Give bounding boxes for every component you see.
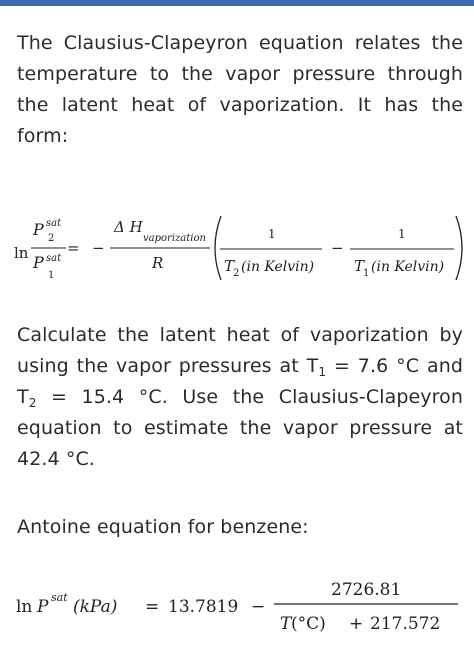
antoine-unit: (kPa) <box>73 597 118 617</box>
antoine-b-constant: 2726.81 <box>331 580 402 600</box>
one-numerator-b: 1 <box>398 227 406 241</box>
p2-sat-superscript: sat <box>46 218 62 229</box>
inner-minus-sign: − <box>331 239 344 257</box>
p2-symbol: P <box>33 220 44 239</box>
intro-paragraph: The Clausius-Clapeyron equation relates the temperature to the vapor pressure through the latent heat of vaporization. It has the form: <box>17 32 463 147</box>
clausius-clapeyron-equation <box>0 208 474 298</box>
p2-subscript: 2 <box>48 233 55 244</box>
p1-sat-superscript: sat <box>46 253 62 264</box>
antoine-equals: = <box>145 597 160 617</box>
antoine-heading: Antoine equation for benzene: <box>17 516 309 538</box>
t1-subscript: 1 <box>363 268 370 279</box>
gas-constant-r: R <box>152 254 164 272</box>
antoine-sat: sat <box>51 591 68 604</box>
antoine-t-unit: (°C) <box>291 614 326 634</box>
antoine-equation <box>0 566 474 646</box>
t2-symbol: T <box>224 257 235 275</box>
one-numerator-a: 1 <box>268 227 276 241</box>
p1-symbol: P <box>33 253 44 272</box>
question-text-c: = 15.4 °C. Use the Clausius-Clapeyron equation to estimate the vapor pressure at 42.4 °C. <box>17 386 463 470</box>
question-text-a: Calculate the latent heat of vaporization by using the vapor pressures at T <box>17 324 463 377</box>
top-border <box>0 0 474 6</box>
t2-kelvin-note: (in Kelvin) <box>241 259 315 275</box>
antoine-c-constant: 217.572 <box>370 614 441 634</box>
equals-sign: = <box>67 239 80 257</box>
delta-h: Δ H <box>114 218 143 236</box>
t1-kelvin-note: (in Kelvin) <box>371 259 445 275</box>
p1-subscript: 1 <box>48 270 55 281</box>
right-paren <box>456 216 462 280</box>
vaporization-subscript: vaporization <box>143 233 206 244</box>
antoine-t: T <box>280 614 292 634</box>
ln-label: ln <box>14 244 29 262</box>
antoine-minus: − <box>251 597 266 617</box>
antoine-p: P <box>37 597 49 617</box>
left-paren <box>215 216 221 280</box>
antoine-plus: + <box>349 614 364 634</box>
question-paragraph <box>17 320 463 475</box>
t2-subscript: 2 <box>233 268 240 279</box>
antoine-ln: ln <box>16 597 33 617</box>
minus-sign: − <box>92 239 105 257</box>
antoine-a-constant: 13.7819 <box>168 597 239 617</box>
t1-symbol: T <box>354 257 365 275</box>
t2-sub: 2 <box>28 396 37 410</box>
t1-sub: 1 <box>318 365 327 379</box>
question-text-b: = 7.6 °C and T <box>17 355 464 408</box>
